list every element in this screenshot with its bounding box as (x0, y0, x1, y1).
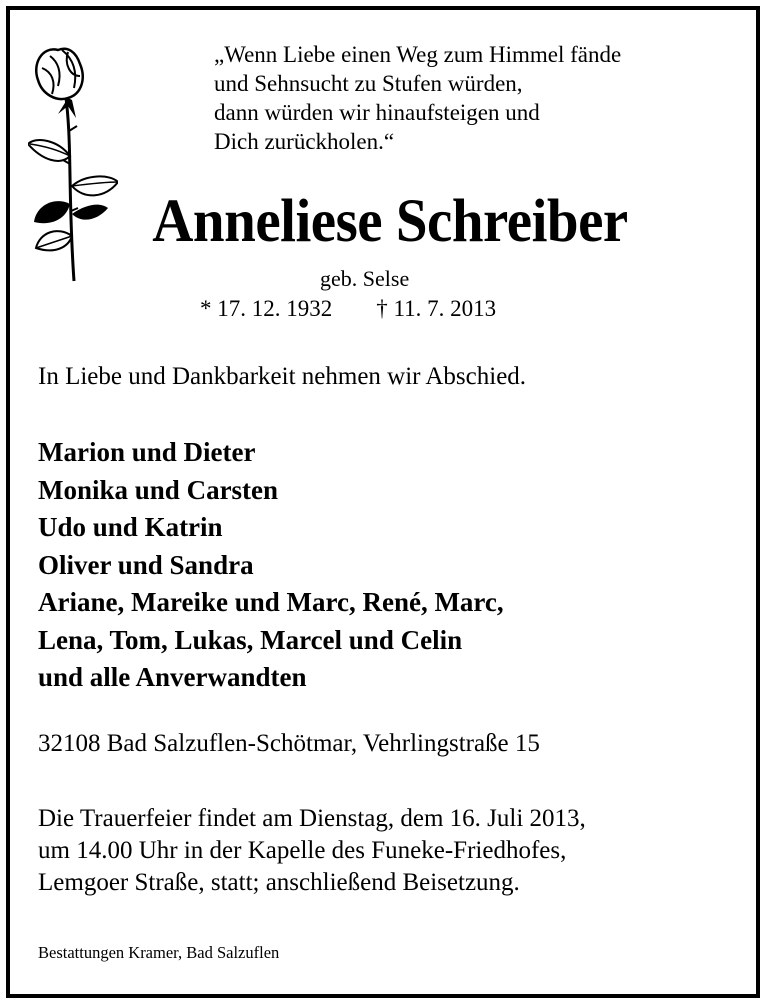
quote-line: „Wenn Liebe einen Weg zum Himmel fände (214, 42, 622, 67)
ceremony-line: Lemgoer Straße, statt; anschließend Beisetzung. (38, 869, 520, 896)
farewell-text: In Liebe und Dankbarkeit nehmen wir Abschied. (38, 363, 527, 390)
mourner-line: und alle Anverwandten (38, 662, 307, 692)
birth-date: * 17. 12. 1932 (200, 296, 333, 321)
mourner-line: Monika und Carsten (38, 474, 279, 505)
memorial-quote (214, 40, 621, 156)
death-date: † 11. 7. 2013 (376, 296, 497, 321)
mourners-list (38, 434, 504, 697)
quote-line: und Sehnsucht zu Stufen würden, (214, 71, 523, 96)
ceremony-line: Die Trauerfeier findet am Dienstag, dem 16. Juli 2013, (38, 805, 586, 832)
maiden-name: geb. Selse (320, 266, 410, 291)
undertaker-credit: Bestattungen Kramer, Bad Salzuflen (38, 943, 280, 962)
mourner-line: Lena, Tom, Lukas, Marcel und Celin (38, 624, 463, 655)
deceased-name: Anneliese Schreiber (152, 187, 628, 256)
life-dates (200, 296, 496, 322)
mourner-line: Marion und Dieter (38, 437, 256, 467)
mourner-line: Ariane, Mareike und Marc, René, Marc, (38, 587, 504, 617)
mourner-line: Udo und Katrin (38, 512, 223, 542)
quote-line: Dich zurückholen.“ (214, 129, 395, 154)
quote-line: dann würden wir hinaufsteigen und (214, 100, 540, 125)
ceremony-line: um 14.00 Uhr in der Kapelle des Funeke-Friedhofes, (38, 837, 567, 864)
family-address: 32108 Bad Salzuflen-Schötmar, Vehrlingstraße 15 (38, 730, 540, 757)
ceremony-info (38, 803, 586, 899)
mourner-line: Oliver und Sandra (38, 549, 254, 580)
